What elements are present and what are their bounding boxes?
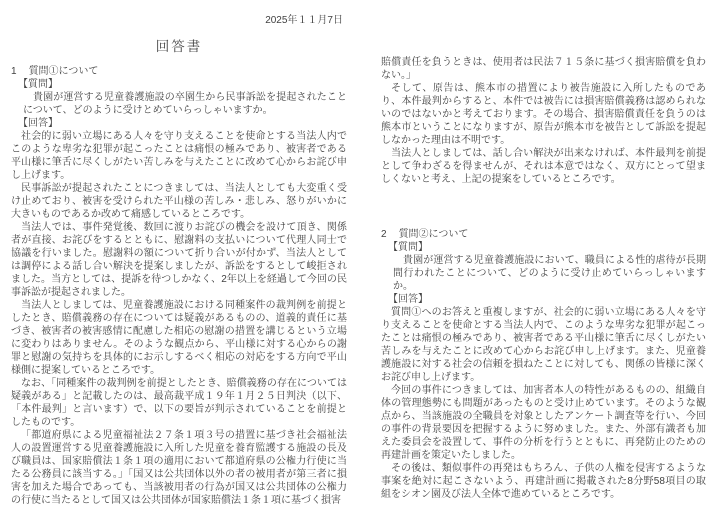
answer-paragraph-quote-continuation: 賠償責任を負うときは、使用者は民法７１５条に基づく損害賠償を負わない。」: [381, 57, 706, 81]
section-2-number: 2: [381, 229, 387, 240]
answer-paragraph: 当法人としましては、児童養護施設における同種案件の裁判例を前提としたとき、賠償義務の存在については疑義があるものの、道義的責任に基づき、被害者の被害感情に配慮した相応の慰謝の措置を講じるという立場に変わりはありません。そのような観点から、平山様に対する心からの謝罪と慰謝の気持ちを具体的にお示しするべく相応の対応をする方向で平山様側に提案しているところです。: [11, 300, 347, 376]
answer-paragraph: 今回の事件につきましては、加害者本人の特性があるものの、組織自体の管理態勢にも問題があったものと受け止めています。そのような観点から、当該施設の全職員を対象としたアンケート調査等を行い、今回の事件の背景要因を把握するように努めました。また、外部有識者も加えた委員会を設置して、事件の分析を行うとともに、再発防止のための再建計画を策定いたしました。: [381, 385, 706, 461]
section-2-question-text: 貴園が運営する児童養護施設において、職員による性的虐待が長期間行われたことについて、どのように受け止めていらっしゃいますか。: [393, 255, 706, 292]
answer-paragraph: 当法人では、事件発覚後、数回に渡りお詫びの機会を設けて頂き、関係者が直接、お詫びをするとともに、慰謝料の支払いについて代理人同士で協議を行いました。慰謝料の額について折り合いが付かず、当法人としては調停による話し合い解決を提案しましたが、訴訟をするとして峻拒されました。当方としては、提訴を待つしかなく、2年以上を経過して今回の民事訴訟が提起されました。: [11, 222, 347, 298]
document-page-right: [381, 56, 706, 501]
section-2-answer-label: 【回答】: [388, 294, 428, 305]
section-1-heading: [11, 65, 347, 78]
section-1-title: 質問①について: [28, 66, 99, 77]
section-1-number: 1: [11, 66, 17, 77]
section-2-title: 質問②について: [398, 229, 469, 240]
answer-paragraph: 当法人としましては、話し合い解決が出来なければ、本件最判を前提として争わざるを得ませんが、それは本意ではなく、双方にとって望ましくないと考え、上記の提案をしているところです。: [381, 148, 706, 185]
section-1-question-label: 【質問】: [18, 79, 58, 90]
document-page-left: [11, 14, 347, 507]
answer-paragraph: 民事訴訟が提起されたことにつきましては、当法人としても大変重く受け止めており、被害を受けられた平山様の苦しみ・悲しみ、怒りがいかに大きいものであるか改めて痛感しているところです。: [11, 183, 347, 220]
section-1-question-text: 貴園が運営する児童養護施設の卒園生から民事訴訟を提起されたことについて、どのように受けとめていらっしゃいますか。: [23, 92, 347, 116]
document-date: 2025年１１月7日: [265, 15, 343, 26]
section-2-question-label: 【質問】: [388, 242, 428, 253]
answer-paragraph: 社会的に弱い立場にある人々を守り支えることを使命とする当法人内でこのような卑劣な犯罪が起こったことは痛恨の極みであり、被害者である平山様に筆舌に尽くしがたい苦しみを与えたことに改めて心からお詫び申し上げます。: [11, 131, 347, 181]
section-2-heading: [381, 228, 706, 241]
answer-paragraph: 質問①へのお答えと重複しますが、社会的に弱い立場にある人々を守り支えることを使命とする当法人内で、このような卑劣な犯罪が起こったことは痛恨の極みであり、被害者である平山様に筆舌に尽くしがたい苦しみを与えたことに改めて心からお詫び申し上げます。また、児童養護施設に対する社会の信頼を損ねたことに対しても、関係の皆様に深くお詫び申し上げます。: [381, 307, 706, 383]
answer-paragraph-quote-start: 「都道府県による児童福祉法２７条１項３号の措置に基づき社会福祉法人の設置運営する児童養護施設に入所した児童を養育監護する施設の長及び職員は、国家賠償法１条１項の適用において都道府県の公権力行使に当たる公務員に該当する。」「国又は公共団体以外の者の被用者が第三者に損害を加えた場合であっても、当該被用者の行為が国又は公共団体の公権力の行使に当たるとして国又は公共団体が国家賠償法１条１項に基づく損害: [11, 430, 347, 506]
answer-paragraph: その後は、類似事件の再発はもちろん、子供の人権を侵害するような事案を絶対に起こさないよう、再建計画に掲載された8分野58項目の取組をシオン園及び法人全体で進めているところです。: [381, 463, 706, 500]
answer-paragraph: なお、「同種案件の裁判例を前提としたとき、賠償義務の存在については疑義がある」と記載したのは、最高裁平成１９年１月２５日判決（以下、「本件最判」と言います）で、以下の要旨が判示されていることを前提としたものです。: [11, 378, 347, 428]
answer-paragraph: そして、原告は、熊本市の措置により被告施設に入所したものであり、本件最判からすると、本件では被告には損害賠償義務は認められないのではないかと考えております。その場合、損害賠償責任を負うのは熊本市ということになりますが、原告が熊本市を被告として訴訟を提起しなかった理由は不明です。: [381, 83, 706, 146]
section-1-answer-label: 【回答】: [18, 118, 58, 129]
document-title: 回答書: [155, 39, 203, 54]
